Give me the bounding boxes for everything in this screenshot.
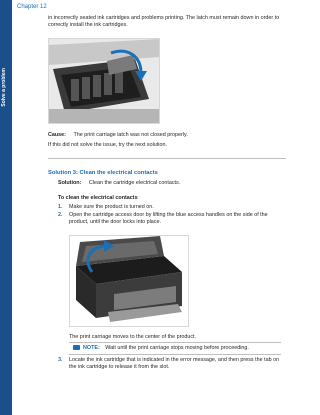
step-text: Open the cartridge access door by lifting the blue access handles on the side of the product, until the door locks into place. <box>69 212 268 225</box>
step-item-1 <box>58 204 286 211</box>
step-number: 1. <box>58 204 63 210</box>
note-label: NOTE: <box>83 345 100 351</box>
carriage-moves-text: The print carriage moves to the center of the product. <box>69 334 197 340</box>
cause-line <box>48 132 188 139</box>
next-solution-text: If this did not solve the issue, try the next solution. <box>48 142 167 148</box>
step-number: 3. <box>58 357 63 363</box>
access-door-figure <box>69 235 189 327</box>
step-text: Make sure the product is turned on. <box>69 204 154 210</box>
note-text: Wait until the print carriage stops moving before proceeding. <box>105 345 249 351</box>
step-number: 2. <box>58 212 63 218</box>
sidebar-label: Solve a problem <box>1 68 7 107</box>
section-divider <box>48 158 286 159</box>
carriage-latch-illustration <box>49 39 159 123</box>
note-icon <box>73 345 80 350</box>
access-door-illustration <box>70 236 188 326</box>
step-item-3 <box>58 357 286 371</box>
solution3-heading: Solution 3: Clean the electrical contacts <box>48 170 158 176</box>
intro-paragraph: in incorrectly seated ink cartridges and problems printing. The latch must remain down in order to correctly install the ink cartridges. <box>48 15 280 28</box>
solution-line <box>58 180 180 187</box>
procedure-heading: To clean the electrical contacts <box>58 195 138 201</box>
solution-text: Clean the cartridge electrical contacts. <box>88 180 181 186</box>
sidebar-tab <box>0 0 12 415</box>
chapter-label: Chapter 12 <box>17 4 47 10</box>
cause-label: Cause: <box>48 132 66 138</box>
step-item-2 <box>58 212 286 226</box>
cause-text: The print carriage latch was not closed properly. <box>73 132 188 138</box>
carriage-latch-figure <box>48 38 160 124</box>
solution-label: Solution: <box>58 180 82 186</box>
step-text: Locate the ink cartridge that is indicated in the error message, and then press the tab on the ink cartridge to release it from the slot. <box>69 357 280 370</box>
note-box <box>69 342 281 355</box>
note-line <box>73 345 279 352</box>
